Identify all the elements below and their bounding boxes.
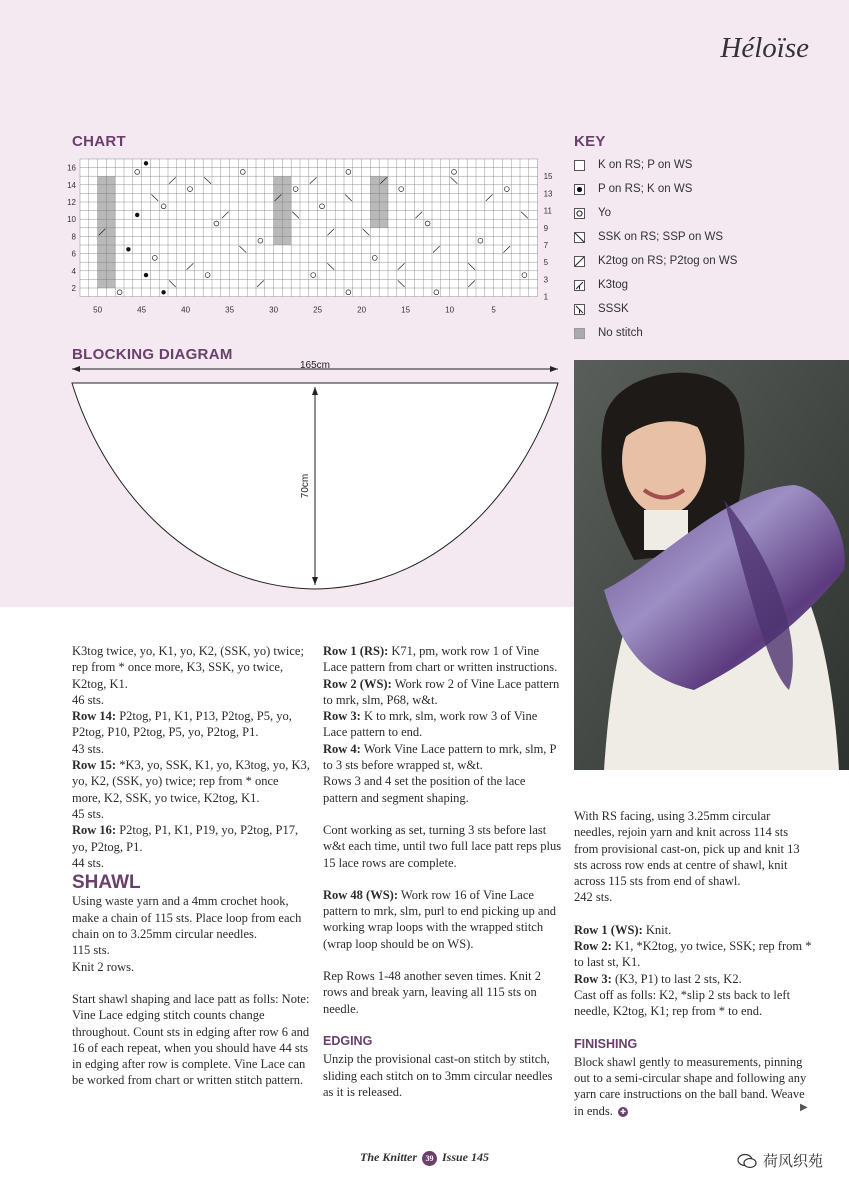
empty-square-icon — [574, 160, 585, 171]
paragraph: Knit 2 rows. — [72, 959, 135, 974]
row-label-right: 1 — [543, 292, 549, 302]
paragraph: Rep Rows 1-48 another seven times. Knit 2 rows and break yarn, leaving all 115 sts on needle. — [323, 969, 542, 1016]
chart-grid — [60, 155, 560, 325]
depth-label: 70cm — [300, 473, 311, 499]
row-label-left: 10 — [67, 215, 76, 225]
column-label: 25 — [313, 305, 323, 315]
row-text: Knit. — [645, 922, 672, 937]
finishing-heading: FINISHING — [574, 1036, 638, 1051]
key-item-yo — [574, 203, 611, 223]
instruction-row-2 — [323, 676, 563, 709]
paragraph: Cast off as folls: K2, *slip 2 sts back to left needle, K2tog, K1; rep from * to end. — [574, 987, 791, 1019]
column-label: 30 — [269, 305, 279, 315]
instruction-row-2 — [574, 938, 814, 971]
row-label: Row 48 (WS): — [323, 887, 398, 902]
key-label: K3tog — [598, 279, 629, 291]
instruction-row-48 — [323, 887, 563, 952]
text-column-1 — [72, 643, 310, 1089]
blocking-diagram — [60, 355, 570, 600]
row-text: (K3, P1) to last 2 sts, K2. — [614, 971, 742, 986]
paragraph: Cont working as set, turning 3 sts before last w&t each time, until two full lace patt reps plus 15 lace rows are complete. — [323, 822, 562, 870]
key-item-sssk — [574, 299, 629, 319]
instruction-row-15 — [72, 757, 310, 806]
row-label: Row 15: — [72, 758, 117, 773]
paragraph: Start shawl shaping and lace patt as folls: Note: Vine Lace edging stitch counts change throughout. Count sts in edging after row 6 and 16 of each repeat, when you should have 44 sts in edging after row is complete. Vine Lace can be worked from chart or written stitch pattern. — [72, 991, 310, 1088]
row-label-right: 9 — [543, 223, 549, 233]
key-item-purl — [574, 179, 692, 199]
paragraph: K3tog twice, yo, K1, yo, K2, (SSK, yo) twice; rep from * once more, K3, SSK, yo twice, K2tog, K1. — [72, 644, 304, 691]
row-label-right: 13 — [543, 189, 553, 199]
end-mark-icon: ✚ — [618, 1107, 628, 1117]
paragraph: Using waste yarn and a 4mm crochet hook, make a chain of 115 sts. Place loop from each chain on to 3.25mm circular needles. — [72, 894, 302, 942]
row-label-left: 2 — [71, 284, 76, 293]
row-text: K71, pm, work row 1 of Vine Lace pattern from chart or written instructions. — [323, 644, 558, 675]
row-label: Row 4: — [323, 741, 361, 756]
purl-symbol — [161, 290, 165, 294]
row-label-right: 15 — [543, 172, 553, 182]
finishing-text: Block shawl gently to measurements, pinning out to a semi-circular shape and following any yarn care instructions on the ball band. Weave in ends. — [574, 1054, 807, 1118]
shawl-heading: SHAWL — [72, 872, 141, 894]
column-label: 5 — [491, 305, 496, 315]
row-text: K to mrk, slm, work row 3 of Vine Lace pattern to end. — [323, 709, 538, 740]
circle-square-icon — [574, 208, 585, 219]
key-item-no-stitch — [574, 323, 643, 343]
purl-symbol — [144, 273, 148, 277]
stitch-count: 46 sts. — [72, 692, 104, 707]
row-text: K1, *K2tog, yo twice, SSK; rep from * to last st, K1. — [574, 939, 812, 970]
knitting-chart — [60, 155, 560, 325]
column-label: 20 — [357, 305, 367, 315]
column-label: 35 — [225, 305, 235, 315]
column-label: 40 — [181, 305, 191, 315]
text-column-3 — [574, 808, 814, 1119]
row-label-left: 6 — [71, 249, 76, 259]
issue-number: Issue 145 — [442, 1150, 490, 1164]
page-number: 39 — [422, 1151, 437, 1166]
row-label: Row 1 (WS): — [574, 922, 643, 937]
purl-symbol — [126, 247, 130, 251]
sssk-square-icon — [574, 304, 585, 315]
row-label-right: 3 — [543, 275, 549, 285]
row-text: P2tog, P1, K1, P19, yo, P2tog, P17, yo, P2tog, P1. — [72, 823, 299, 854]
row-label-left: 8 — [71, 232, 76, 242]
row-label: Row 3: — [323, 709, 361, 724]
paragraph: With RS facing, using 3.25mm circular needles, rejoin yarn and knit across 114 sts from provisional cast-on, pick up and knit 13 sts across row ends at centre of shawl, knit across 115 sts from end of shawl. — [574, 809, 800, 889]
paragraph — [574, 1054, 814, 1119]
stitch-count: 45 sts. — [72, 806, 104, 821]
row-label: Row 16: — [72, 823, 117, 838]
watermark-text: 荷风织苑 — [762, 1152, 823, 1170]
key-label: Yo — [598, 207, 612, 219]
slash-square-icon — [574, 256, 585, 267]
column-label: 50 — [93, 305, 103, 315]
row-text: P2tog, P1, K1, P13, P2tog, P5, yo, P2tog, P10, P2tog, P5, yo, P2tog, P1. — [72, 709, 292, 740]
key-item-k3tog — [574, 275, 628, 295]
continue-arrow-icon: ▶ — [800, 1102, 808, 1113]
row-label: Row 3: — [574, 971, 612, 986]
instruction-row-1 — [323, 643, 563, 676]
page-footer — [0, 1150, 849, 1166]
key-heading: KEY — [574, 133, 606, 150]
backslash-square-icon — [574, 232, 585, 243]
row-label: Row 1 (RS): — [323, 644, 389, 658]
page-title: Héloïse — [720, 32, 809, 64]
row-label-left: 4 — [71, 266, 76, 276]
edging-heading: EDGING — [323, 1033, 373, 1048]
column-label: 10 — [445, 305, 455, 315]
instruction-row-1 — [574, 922, 814, 938]
paragraph: Unzip the provisional cast-on stitch by stitch, sliding each stitch on to 3mm circular needles as it is released. — [323, 1052, 553, 1099]
purl-symbol — [144, 161, 148, 165]
instruction-row-3 — [323, 708, 563, 741]
row-label-right: 5 — [543, 258, 549, 268]
wechat-icon — [737, 1153, 757, 1169]
key-label: K2tog on RS; P2tog on WS — [598, 255, 738, 267]
arrow-left-icon — [72, 366, 80, 372]
row-label-left: 16 — [67, 163, 76, 173]
watermark — [737, 1150, 823, 1171]
row-text: Work row 2 of Vine Lace pattern to mrk, slm, P68, w&t. — [323, 676, 560, 707]
row-label-right: 7 — [543, 241, 549, 250]
stitch-count: 242 sts. — [574, 890, 613, 905]
column-label: 15 — [401, 305, 411, 315]
paragraph: Rows 3 and 4 set the position of the lace pattern and segment shaping. — [323, 774, 526, 805]
model-photo — [574, 360, 849, 770]
stitch-count: 44 sts. — [72, 855, 104, 870]
row-label-left: 12 — [67, 198, 76, 207]
chart-heading: CHART — [72, 133, 126, 150]
purl-symbol — [135, 213, 139, 217]
instruction-row-3 — [574, 971, 814, 987]
key-label: SSSK — [598, 303, 629, 315]
row-label: Row 2 (WS): — [323, 676, 392, 691]
row-label-left: 14 — [67, 180, 76, 190]
row-label: Row 14: — [72, 709, 117, 724]
dot-square-icon — [574, 184, 585, 195]
instruction-row-4 — [323, 741, 563, 774]
instruction-row-14 — [72, 708, 310, 741]
stitch-count: 43 sts. — [72, 741, 104, 756]
key-label: SSK on RS; SSP on WS — [598, 231, 724, 243]
row-text: Work row 16 of Vine Lace pattern to mrk, slm, purl to end picking up and working wrap loops with the wrapped stitch (wrap loop should be on WS). — [323, 887, 556, 951]
stitch-count: 115 sts. — [72, 943, 110, 958]
blocking-heading: BLOCKING DIAGRAM — [72, 346, 233, 363]
key-item-k2tog — [574, 251, 737, 271]
column-label: 45 — [137, 305, 147, 315]
row-label-right: 11 — [543, 206, 552, 216]
arrow-right-icon — [550, 366, 558, 372]
magazine-name: The Knitter — [359, 1150, 417, 1164]
key-label: P on RS; K on WS — [598, 183, 693, 195]
width-label: 165cm — [299, 360, 331, 371]
grey-square-icon — [574, 328, 585, 339]
key-label: K on RS; P on WS — [598, 159, 693, 171]
instruction-row-16 — [72, 822, 310, 855]
key-item-ssk — [574, 227, 723, 247]
key-item-knit — [574, 155, 692, 175]
key-label: No stitch — [598, 327, 643, 339]
row-text: Work Vine Lace pattern to mrk, slm, P to 3 sts before wrapped st, w&t. — [323, 741, 557, 773]
row-label: Row 2: — [574, 939, 612, 954]
row-text: *K3, yo, SSK, K1, yo, K3tog, yo, K3, yo, K2, (SSK, yo) twice; rep from * once more, K2, SSK, yo twice, K2tog, K1. — [72, 758, 310, 805]
k3tog-square-icon — [574, 280, 585, 291]
text-column-2 — [323, 643, 563, 1100]
